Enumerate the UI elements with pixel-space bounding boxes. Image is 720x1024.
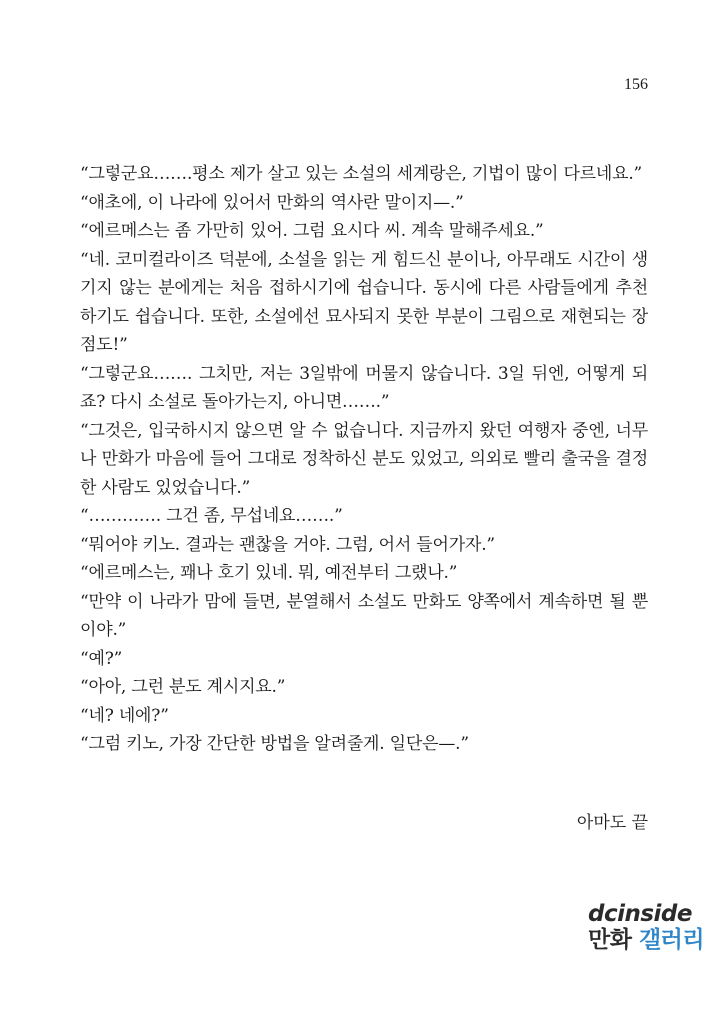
paragraph: “그렇군요…….평소 제가 살고 있는 소설의 세계랑은, 기법이 많이 다르네요.” (80, 164, 643, 184)
paragraph: “에르메스는 좀 가만히 있어. 그럼 요시다 씨. 계속 말해주세요.” (80, 221, 544, 241)
body-text (80, 160, 648, 759)
paragraph: “네. 코미컬라이즈 덕분에, 소설을 읽는 게 힘드신 분이나, 아무래도 시간이 생기지 않는 분에게는 처음 접하시기에 쉽습니다. 동시에 다른 사람들에게 추천하기도 쉽습니다. 또한, 소설에선 묘사되지 못한 부분이 그림으로 재현되는 장점도!” (80, 249, 648, 355)
watermark-gallery-a: 만화 (588, 927, 632, 953)
paragraph: “그럼 키노, 가장 간단한 방법을 알려줄게. 일단은—.” (80, 734, 469, 754)
paragraph: “…………. 그건 좀, 무섭네요…….” (80, 506, 343, 526)
paragraph: “아아, 그런 분도 계시지요.” (80, 677, 286, 697)
paragraph: “만약 이 나라가 맘에 들면, 분열해서 소설도 만화도 양쪽에서 계속하면 될 뿐이야.” (80, 591, 648, 640)
watermark-brand: dcinside (588, 901, 692, 927)
watermark-gallery (588, 926, 708, 954)
paragraph: “애초에, 이 나라에 있어서 만화의 역사란 말이지—.” (80, 192, 464, 213)
ending-note: 아마도 끝 (576, 813, 648, 833)
dcinside-watermark (588, 902, 708, 962)
paragraph: “네? 네에?” (80, 705, 169, 726)
watermark-gallery-b: 갤러리 (638, 927, 705, 953)
paragraph: “그것은, 입국하시지 않으면 알 수 없습니다. 지금까지 왔던 여행자 중엔, 너무나 만화가 마음에 들어 그대로 정착하신 분도 있었고, 의외로 빨리 출국을 결정한 사람도 있었습니다.” (80, 420, 648, 498)
page-number: 156 (624, 76, 648, 93)
paragraph: “예?” (80, 648, 123, 669)
paragraph: “에르메스는, 꽤나 호기 있네. 뭐, 예전부터 그랬나.” (80, 563, 458, 583)
paragraph: “그렇군요……. 그치만, 저는 3일밖에 머물지 않습니다. 3일 뒤엔, 어떻게 되죠? 다시 소설로 돌아가는지, 아니면…….” (80, 363, 648, 412)
paragraph: “뭐어야 키노. 결과는 괜찮을 거야. 그럼, 어서 들어가자.” (80, 534, 495, 555)
